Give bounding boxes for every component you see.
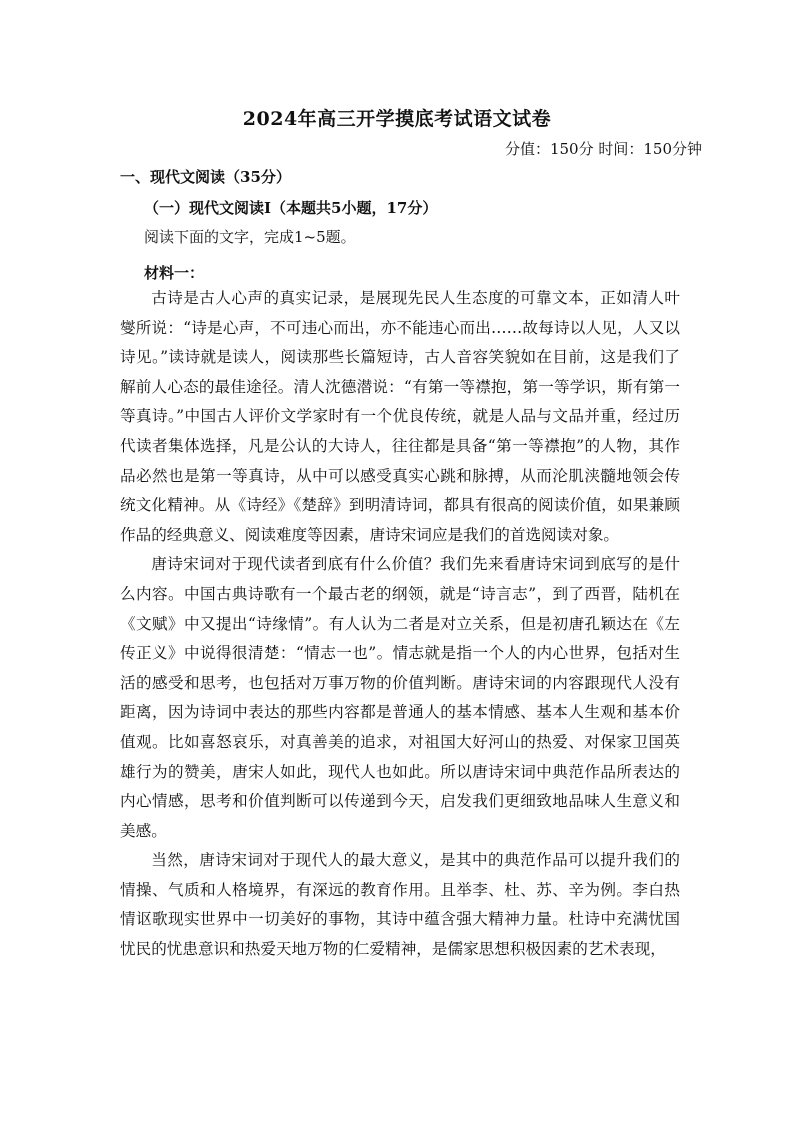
exam-title: 2024年高三开学摸底考试语文试卷 <box>242 108 552 130</box>
passage-body <box>120 284 680 965</box>
passage-paragraph: 当然，唐诗宋词对于现代人的最大意义，是其中的典范作品可以提升我们的情操、气质和人格境界，有深远的教育作用。且举李、杜、苏、辛为例。李白热情讴歌现实世界中一切美好的事物，其诗中蕴含强大精神力量。杜诗中充满忧国忧民的忧患意识和热爱天地万物的仁爱精神，是儒家思想积极因素的艺术表现， <box>120 851 680 959</box>
section-heading: 一、现代文阅读（35分） <box>120 168 291 186</box>
subsection-heading: （一）现代文阅读Ⅰ（本题共5小题，17分） <box>144 199 438 217</box>
passage-paragraph: 唐诗宋词对于现代读者到底有什么价值？我们先来看唐诗宋词到底写的是什么内容。中国古典诗歌有一个最古老的纲领，就是“诗言志”，到了西晋，陆机在《文赋》中又提出“诗缘情”。有人认为二者是对立关系，但是初唐孔颖达在《左传正义》中说得很清楚：“情志一也”。情志就是指一个人的内心世界，包括对生活的感受和思考，也包括对万事万物的价值判断。唐诗宋词的内容跟现代人没有距离，因为诗词中表达的那些内容都是普通人的基本情感、基本人生观和基本价值观。比如喜怒哀乐，对真善美的追求，对祖国大好河山的热爱、对保家卫国英雄行为的赞美，唐宋人如此，现代人也如此。所以唐诗宋词中典范作品所表达的内心情感，思考和价值判断可以传递到今天，启发我们更细致地品味人生意义和美感。 <box>120 555 680 840</box>
passage-paragraph: 古诗是古人心声的真实记录，是展现先民人生态度的可靠文本，正如清人叶燮所说：“诗是心声，不可违心而出，亦不能违心而出……故每诗以人见，人又以诗见。”读诗就是读人，阅读那些长篇短诗，古人音容笑貌如在目前，这是我们了解前人心态的最佳途径。清人沈德潜说：“有第一等襟抱，第一等学识，斯有第一等真诗。”中国古人评价文学家时有一个优良传统，就是人品与文品并重，经过历代读者集体选择，凡是公认的大诗人，往往都是具备“第一等襟抱”的人物，其作品必然也是第一等真诗，从中可以感受真实心跳和脉搏，从而沦肌浃髓地领会传统文化精神。从《诗经》《楚辞》到明清诗词，都具有很高的阅读价值，如果兼顾作品的经典意义、阅读难度等因素，唐诗宋词应是我们的首选阅读对象。 <box>120 289 680 544</box>
reading-instruction: 阅读下面的文字，完成1~5题。 <box>144 228 356 246</box>
exam-meta: 分值：150分 时间：150分钟 <box>504 140 702 158</box>
material-label: 材料一： <box>144 264 205 282</box>
